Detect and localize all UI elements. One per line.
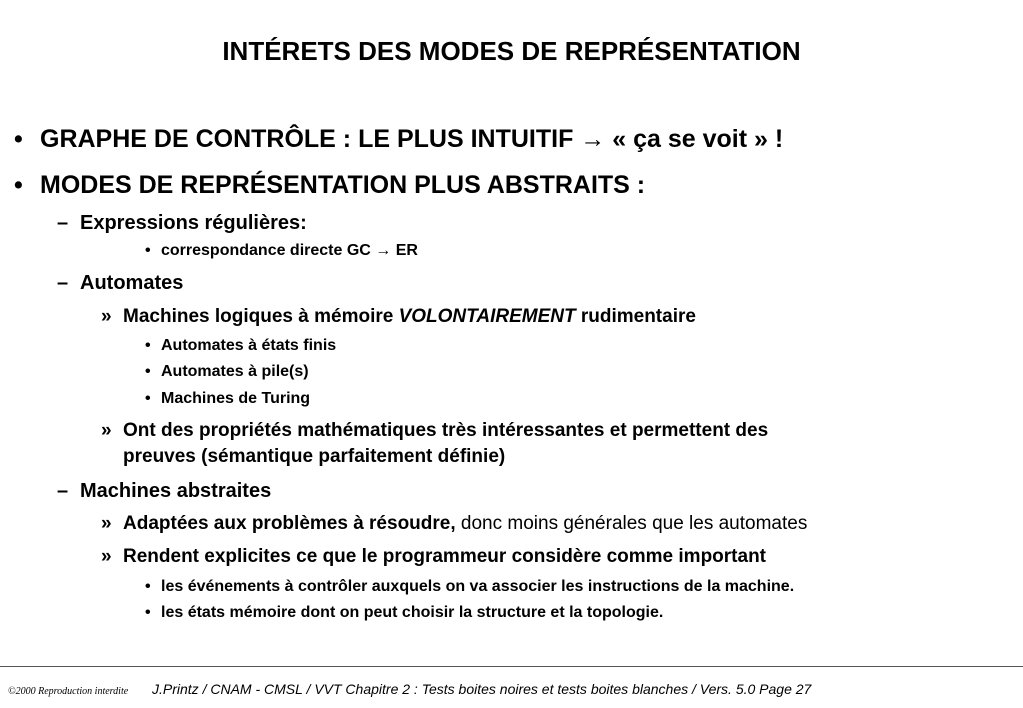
bullet-text: Automates à états finis (161, 337, 337, 354)
bullet-abstract-modes (14, 171, 645, 200)
bullet-text: Machines logiques à mémoire VOLONTAIREMENT rudimentaire (123, 306, 696, 327)
bullet-marker: • (14, 125, 23, 153)
dash-marker: – (57, 480, 69, 502)
sub-bullet-abstract-machines (57, 480, 271, 503)
bullet-text: Machines abstraites (80, 480, 272, 502)
bullet-text: Ont des propriétés mathématiques très intéressantes et permettent des (123, 420, 769, 441)
bullet-text: preuves (sémantique parfaitement définie) (123, 446, 506, 467)
item-mathematical-properties (101, 420, 768, 442)
dash-marker: – (57, 212, 69, 234)
item-mathematical-properties-continued (123, 446, 505, 468)
bullet-text: GRAPHE DE CONTRÔLE : LE PLUS INTUITIF → « ça se voit » ! (40, 125, 784, 153)
bullet-marker: • (145, 242, 151, 259)
bullet-text: les états mémoire dont on peut choisir la structure et la topologie. (161, 604, 664, 621)
item-finite-automata (145, 337, 336, 355)
bullet-text: Adaptées aux problèmes à résoudre, donc moins générales que les automates (123, 513, 808, 534)
chevron-marker: » (101, 420, 112, 441)
item-events (145, 578, 794, 596)
item-turing-machines (145, 390, 310, 408)
dash-marker: – (57, 272, 69, 294)
bullet-text: Rendent explicites ce que le programmeur considère comme important (123, 546, 767, 567)
bullet-marker: • (145, 390, 151, 407)
item-pushdown-automata (145, 363, 309, 381)
bullet-text: Automates (80, 272, 184, 294)
chevron-marker: » (101, 306, 112, 327)
bullet-text: Machines de Turing (161, 390, 311, 407)
sub-bullet-automata (57, 272, 183, 295)
bullet-text: MODES DE REPRÉSENTATION PLUS ABSTRAITS : (40, 171, 646, 199)
chevron-marker: » (101, 546, 112, 567)
bullet-marker: • (145, 363, 151, 380)
bullet-marker: • (145, 337, 151, 354)
footer-text: J.Printz / CNAM - CMSL / VVT Chapitre 2 : Tests boites noires et tests boites blanches / Vers. 5.0 Page 27 (152, 681, 812, 697)
bullet-text: Expressions régulières: (80, 212, 307, 234)
bullet-text: les événements à contrôler auxquels on va associer les instructions de la machine. (161, 578, 795, 595)
bullet-marker: • (14, 171, 23, 199)
footer-divider (0, 666, 1023, 667)
item-logical-machines (101, 306, 696, 328)
item-memory-states (145, 604, 663, 622)
bullet-control-graph (14, 125, 783, 154)
footer-copyright: ©2000 Reproduction interdite (8, 686, 129, 697)
bullet-text: correspondance directe GC → ER (161, 242, 418, 259)
bullet-marker: • (145, 604, 151, 621)
chevron-marker: » (101, 513, 112, 534)
item-make-explicit (101, 546, 766, 568)
item-direct-correspondence (145, 242, 418, 260)
sub-bullet-regular-expressions (57, 212, 307, 235)
bullet-text: Automates à pile(s) (161, 363, 309, 380)
item-adapted-to-problems (101, 513, 807, 535)
bullet-marker: • (145, 578, 151, 595)
slide-title: INTÉRETS DES MODES DE REPRÉSENTATION (222, 36, 801, 66)
